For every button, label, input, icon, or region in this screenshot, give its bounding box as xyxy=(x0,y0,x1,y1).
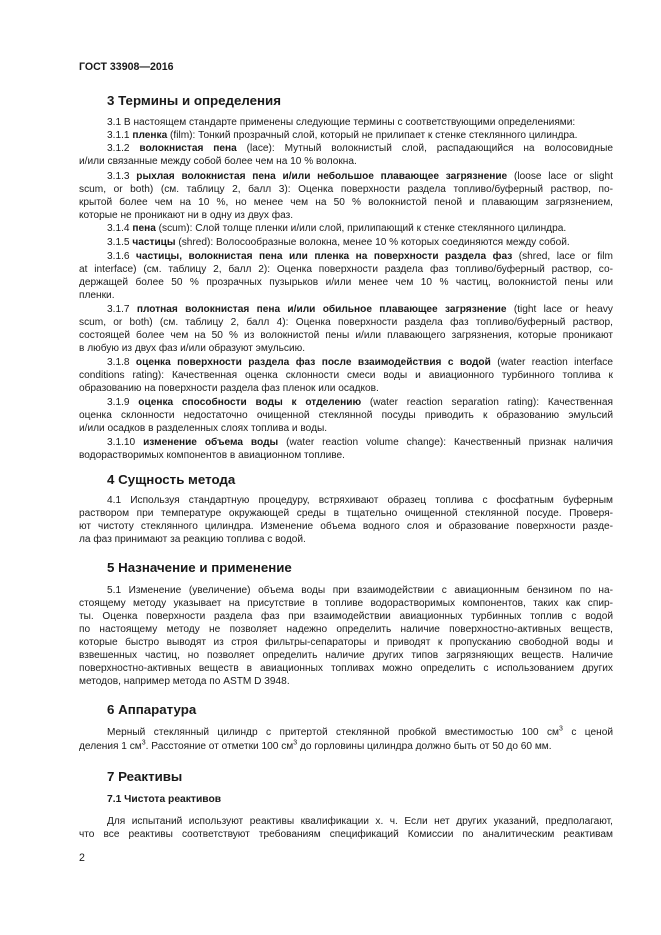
section-4-title: 4 Сущность метода xyxy=(107,472,236,487)
text-line: at interface) (см. таблицу 2, балл 2): Оценка поверхности раздела фаз топливо/буферный раствор, со- xyxy=(79,264,613,275)
section-3-title: 3 Термины и определения xyxy=(107,93,281,108)
text-line: образованию на поверхности раздела фаз пленок или осадков. xyxy=(79,383,379,394)
term-3-1-10: 3.1.10 изменение объема воды (water reaction volume change): Качественный признак наличия xyxy=(107,437,613,448)
text-line: методов, например метода по ASTM D 3948. xyxy=(79,676,290,687)
text-line: что все реактивы соответствуют требованиям спецификаций Комиссии по аналитическим реактивам xyxy=(79,829,613,840)
text-line: раствором при температуре окружающей среды в тщательно очищенной стеклянной посуде. Проверя- xyxy=(79,508,613,519)
term-3-1-3: 3.1.3 рыхлая волокнистая пена и/или небольшое плавающее загрязнение (loose lace or slight xyxy=(107,171,613,182)
text-line: в любую из двух фаз и/или образуют эмульсию. xyxy=(79,343,306,354)
term-3-1-5: 3.1.5 частицы (shred): Волосообразные волокна, менее 10 % которых соединяются между собой. xyxy=(107,237,570,248)
term-3-1-9: 3.1.9 оценка способности воды к отделению (water reaction separation rating): Качественная xyxy=(107,397,613,408)
text-line: ют чистоту стеклянного цилиндра. Изменение объема водного слоя и образование поверхности разде- xyxy=(79,521,613,532)
section-7-title: 7 Реактивы xyxy=(107,769,183,784)
term-3-1-2: 3.1.2 волокнистая пена (lace): Мутный волокнистый слой, распадающийся на волосовидные xyxy=(107,143,613,154)
text-line: водорастворимых компонентов в авиационном топливе. xyxy=(79,450,345,461)
text-line: взвешенных частиц, но позволяет определить наличие других типов загрязняющих веществ. Наличие xyxy=(79,650,613,661)
term-3-1-4: 3.1.4 пена (scum): Слой толще пленки и/или слой, прилипающий к стенке стеклянного цилиндра. xyxy=(107,223,567,234)
section-5-title: 5 Назначение и применение xyxy=(107,560,292,575)
text-line: conditions rating): Качественная оценка склонности смеси воды и авиационного турбинного топлива к xyxy=(79,370,613,381)
text-line: деления 1 $см^3$. Расстояние от отметки 100 $см^3$ до горловины цилиндра должно быть от 50 до 60 мм. xyxy=(79,739,552,752)
text-line: Мерный стеклянный цилиндр с притертой стеклянной пробкой вместимостью 100 $см^3$ с ценой xyxy=(107,725,613,738)
document-header: ГОСТ 33908—2016 xyxy=(79,61,174,73)
text-line: ла фаз принимают за реакцию топлива с водой. xyxy=(79,534,306,545)
section-6-title: 6 Аппаратура xyxy=(107,702,197,717)
text-line: которые быстро выводят из строя фильтры-сепараторы и приводят к пропусканию свободной воды и xyxy=(79,637,613,648)
text-line: пленки. xyxy=(79,290,115,301)
text-line: оценка склонности недостаточно очищенной стеклянной посуды приводить к образованию эмульсий xyxy=(79,410,613,421)
term-3-1-7: 3.1.7 плотная волокнистая пена и/или обильное плавающее загрязнение (tight lace or heavy xyxy=(107,304,613,315)
term-3-1-1: 3.1.1 пленка (film): Тонкий прозрачный слой, который не прилипает к стенке стеклянного цилиндра. xyxy=(107,130,578,141)
text-line: поверхностно-активных веществ в авиационных топливах можно определить с использованием других xyxy=(79,663,613,674)
text-line: по настоящему методу не позволяет надежно определить наличие поверхностно-активных веществ, xyxy=(79,624,613,635)
text-line: scum, or both) (см. таблицу 2, балл 3): Оценка поверхности раздела топливо/буферный раствор, по- xyxy=(79,184,613,195)
text-line: ты. Оценка поверхности раздела фаз при взаимодействии авиационных турбинных топлив с водой xyxy=(79,611,613,622)
text-line: состоящей более чем на 50 % из волокнистой пены и/или плавающего загрязнения, которые проникают xyxy=(79,330,613,341)
text-line: 5.1 Изменение (увеличение) объема воды при взаимодействии с авиационным бензином по на- xyxy=(107,585,613,596)
text-line: 3.1 В настоящем стандарте применены следующие термины с соответствующими определениями: xyxy=(107,117,576,128)
text-line: и/или осадков в разделенных слоях топлива и воды. xyxy=(79,423,328,434)
text-line: стоящему методу указывает на присутствие в топливе водорастворимых компонентов, таких как спир- xyxy=(79,598,613,609)
text-line: 4.1 Используя стандартную процедуру, встряхивают образец топлива с фосфатным буферным xyxy=(107,495,613,506)
text-line: держащей более 50 % прозрачных пузырьков и/или менее чем 10 % частиц, волокнистой пены или xyxy=(79,277,613,288)
subsection-7-1-title: 7.1 Чистота реактивов xyxy=(107,794,222,805)
page-number: 2 xyxy=(79,852,85,864)
text-line: которые не проникают ни в одну из двух фаз. xyxy=(79,210,294,221)
text-line: Для испытаний используют реактивы квалификации х. ч. Если нет других указаний, предполагают, xyxy=(107,816,613,827)
term-3-1-6: 3.1.6 частицы, волокнистая пена или пленка на поверхности раздела фаз (shred, lace or film xyxy=(107,251,613,262)
text-line: крытой более чем на 10 %, но менее чем на 50 % волокнистой пеной и плавающим загрязнением, xyxy=(79,197,613,208)
text-line: и/или связанные между собой более чем на 10 % волокна. xyxy=(79,156,357,167)
term-3-1-8: 3.1.8 оценка поверхности раздела фаз после взаимодействия с водой (water reaction interface xyxy=(107,357,613,368)
text-line: scum, or both) (см. таблицу 2, балл 4): Оценка поверхности раздела фаз топливо/буферный раствор, xyxy=(79,317,613,328)
